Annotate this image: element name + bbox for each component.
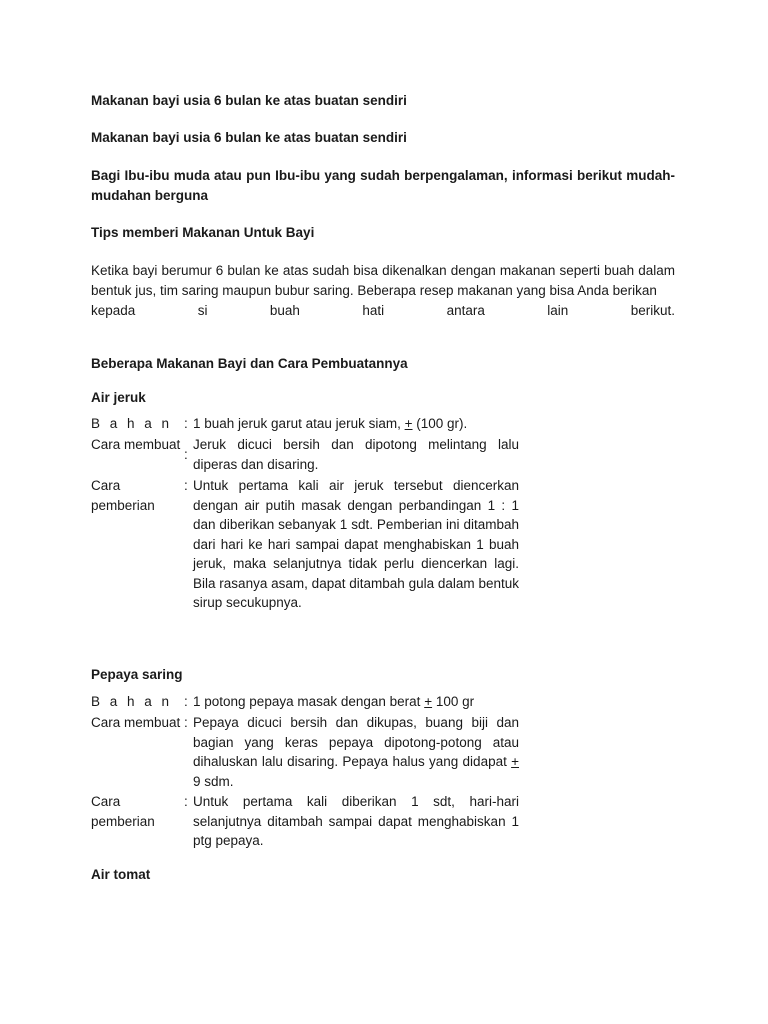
pepaya-saring-heading: Pepaya saring: [91, 667, 183, 682]
tips-paragraph: [91, 261, 675, 321]
cara-membuat-label: Cara membuat: [91, 715, 181, 730]
cara-pemberian-value: Untuk pertama kali air jeruk tersebut diencerkan dengan air putih masak dengan perbandingan 1 : 1 dan diberikan sebanyak 1 sdt. Pemberian ini ditambah dari hari ke hari sampai dapat menghabiskan 1 buah jeruk, maka selanjutnya tidak perlu diencerkan lagi. Bila rasanya asam, dapat ditambah gula dalam bentuk sirup secukupnya.: [193, 478, 519, 610]
document-title: Makanan bayi usia 6 bulan ke atas buatan sendiri: [91, 93, 407, 108]
colon: :: [184, 794, 188, 809]
colon: :: [184, 416, 188, 431]
cara-pemberian-value: Untuk pertama kali diberikan 1 sdt, hari-hari selanjutnya ditambah sampai dapat menghabiskan 1 ptg pepaya.: [193, 794, 519, 848]
air-tomat-heading: Air tomat: [91, 867, 151, 882]
bahan-value: 1 potong pepaya masak dengan berat + 100 gr: [193, 694, 475, 709]
bahan-label: B a h a n: [91, 416, 173, 431]
pepaya-cara-membuat-row: [91, 713, 519, 793]
document-title-repeat: Makanan bayi usia 6 bulan ke atas buatan sendiri: [91, 130, 407, 145]
cara-membuat-value: Jeruk dicuci bersih dan dipotong melintang lalu diperas dan disaring.: [193, 437, 519, 472]
cara-membuat-value: Pepaya dicuci bersih dan dikupas, buang biji dan bagian yang keras pepaya dipotong-potong atau dihaluskan lalu disaring. Pepaya halus yang didapat + 9 sdm.: [193, 715, 519, 789]
cara-membuat-label: Cara membuat: [91, 437, 181, 452]
tips-heading: Tips memberi Makanan Untuk Bayi: [91, 225, 315, 240]
intro-paragraph: Bagi Ibu-ibu muda atau pun Ibu-ibu yang sudah berpengalaman, informasi berikut mudah-mudahan berguna: [91, 168, 675, 203]
tips-paragraph-body: Ketika bayi berumur 6 bulan ke atas sudah bisa dikenalkan dengan makanan seperti buah dalam bentuk jus, tim saring maupun bubur saring. Beberapa resep makanan yang bisa Anda berikan: [91, 263, 675, 298]
colon: :: [184, 447, 188, 462]
bahan-value: 1 buah jeruk garut atau jeruk siam, + (100 gr).: [193, 416, 468, 431]
colon: :: [184, 715, 188, 730]
air-jeruk-cara-membuat-row: [91, 435, 519, 477]
cara-pemberian-label: Cara pemberian: [91, 478, 155, 513]
recipes-heading: Beberapa Makanan Bayi dan Cara Pembuatannya: [91, 356, 408, 371]
colon: :: [184, 478, 188, 493]
pepaya-cara-pemberian-row: [91, 792, 519, 852]
air-jeruk-bahan-row: [91, 414, 519, 436]
colon: :: [184, 694, 188, 709]
bahan-label: B a h a n: [91, 694, 173, 709]
air-jeruk-heading: Air jeruk: [91, 390, 146, 405]
air-jeruk-cara-pemberian-row: [91, 476, 519, 616]
tips-paragraph-last-line: kepada si buah hati antara lain berikut.: [91, 303, 675, 318]
pepaya-bahan-row: [91, 692, 519, 714]
cara-pemberian-label: Cara pemberian: [91, 794, 155, 829]
